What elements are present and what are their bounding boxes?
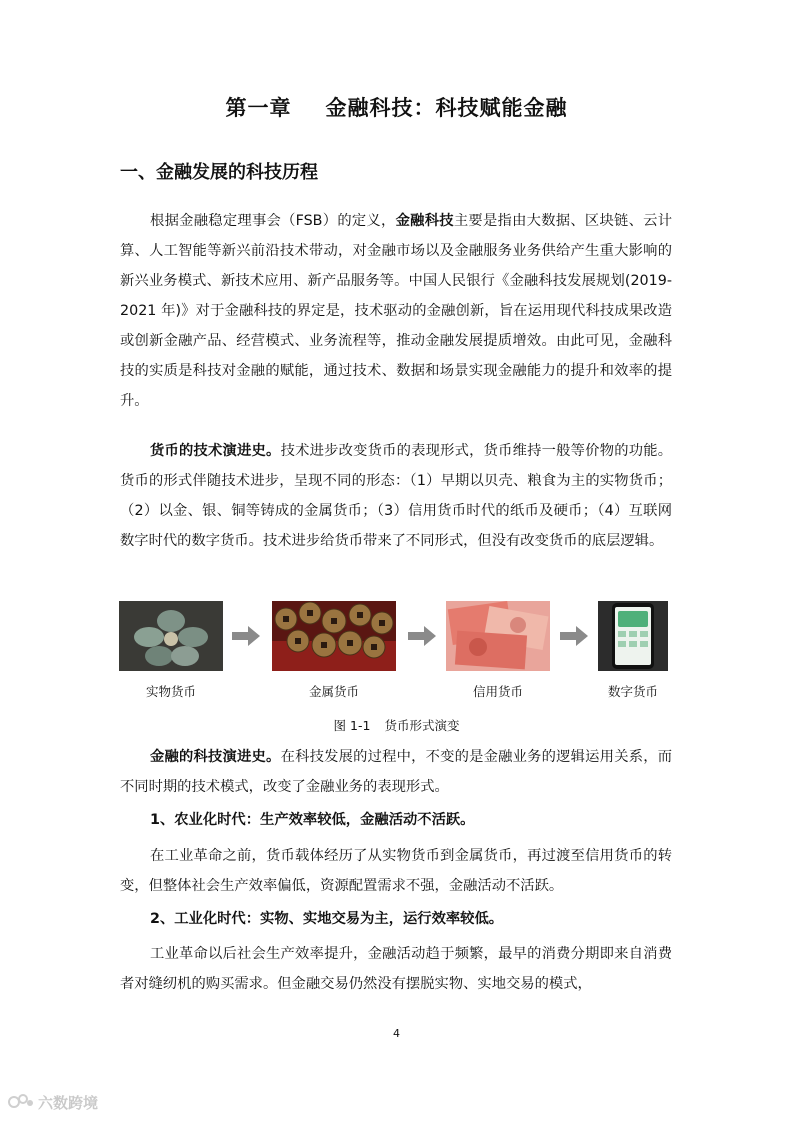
- digital-currency-phone-image: [598, 601, 668, 671]
- figure-item-label: 数字货币: [607, 684, 658, 699]
- watermark-logo-icon: [8, 1093, 34, 1113]
- arrow-right-icon: [232, 626, 260, 646]
- paragraph-text: 根据金融稳定理事会（FSB）的定义，: [150, 213, 396, 229]
- chapter-title: [0, 92, 793, 122]
- paragraph-industrial-era: 工业革命以后社会生产效率提升，金融活动趋于频繁，最早的消费分期即来自消费者对缝纫机的购买需求。但金融交易仍然没有摆脱实物、实地交易的模式，: [120, 946, 672, 992]
- figure-item-label: 信用货币: [472, 684, 523, 699]
- section-title: 一、金融发展的科技历程: [120, 162, 318, 183]
- subheading-industrial-era: 2、工业化时代：实物、实地交易为主，运行效率较低。: [150, 911, 504, 927]
- figure-caption-text: 货币形式演变: [384, 718, 460, 733]
- page-number: 4: [393, 1027, 400, 1040]
- chapter-number: 第一章: [225, 96, 292, 120]
- figure-item-label: 实物货币: [145, 684, 196, 699]
- arrow-right-icon: [560, 626, 588, 646]
- paragraph-agricultural-era: 在工业革命之前，货币载体经历了从实物货币到金属货币，再过渡至信用货币的转变，但整体社会生产效率偏低，资源配置需求不强，金融活动不活跃。: [120, 848, 672, 894]
- bold-term: 货币的技术演进史。: [150, 443, 281, 459]
- paper-money-image: [446, 601, 550, 671]
- figure-item-label: 金属货币: [308, 684, 359, 699]
- watermark-text: 六数跨境: [38, 1094, 99, 1112]
- paragraph-text: 技术进步改变货币的表现形式，货币维持一般等价物的功能。货币的形式伴随技术进步，呈现不同的形态：（1）早期以贝壳、粮食为主的实物货币；（2）以金、银、铜等铸成的金属货币；（3）信用货币时代的纸币及硬币；（4）互联网数字时代的数字货币。技术进步给货币带来了不同形式，但没有改变货币的底层逻辑。: [120, 443, 673, 549]
- bold-term: 金融科技: [395, 213, 454, 229]
- arrow-right-icon: [408, 626, 436, 646]
- figure-caption: [0, 716, 793, 734]
- paragraph-text: 主要是指由大数据、区块链、云计算、人工智能等新兴前沿技术带动，对金融市场以及金融服务业务供给产生重大影响的新兴业务模式、新技术应用、新产品服务等。中国人民银行《金融科技发展规划(2019-2021 年)》对于金融科技的界定是，技术驱动的金融创新，旨在运用现代科技成果改造或创新金融产品、经营模式、业务流程等，推动金融发展提质增效。由此可见，金融科技的实质是科技对金融的赋能，通过技术、数据和场景实现金融能力的提升和效率的提升。: [120, 213, 673, 409]
- figure-number: 图 1-1: [333, 718, 371, 733]
- chapter-name: 金融科技：科技赋能金融: [325, 96, 568, 120]
- subheading-agricultural-era: 1、农业化时代：生产效率较低，金融活动不活跃。: [150, 812, 475, 828]
- paragraph-text: 在科技发展的过程中，不变的是金融业务的逻辑运用关系，而不同时期的技术模式，改变了金融业务的表现形式。: [120, 749, 673, 795]
- shell-money-image: [119, 601, 223, 671]
- paragraph-currency-history: [120, 436, 672, 556]
- paragraph-fintech-definition: [120, 206, 672, 416]
- paragraph-finance-tech-history: [120, 742, 672, 802]
- bold-term: 金融的科技演进史。: [150, 749, 281, 765]
- watermark: [8, 1092, 98, 1113]
- metal-coins-image: [272, 601, 396, 671]
